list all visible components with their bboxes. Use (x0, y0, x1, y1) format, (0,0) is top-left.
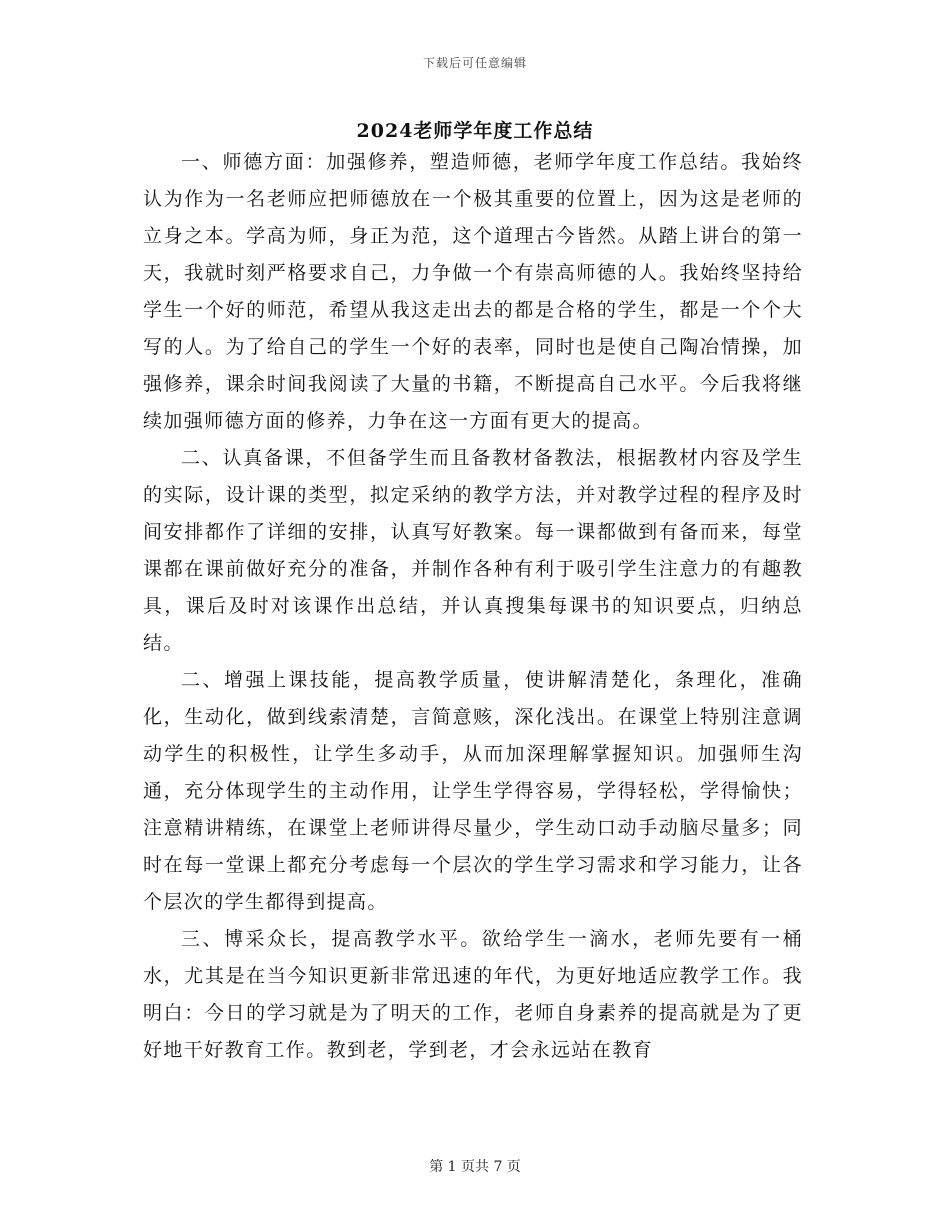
document-body (143, 144, 803, 1069)
paragraph-teacher-ethics: 一、师德方面：加强修养，塑造师德，老师学年度工作总结。我始终认为作为一名老师应把师德放在一个极其重要的位置上，因为这是老师的立身之本。学高为师，身正为范，这个道理古今皆然。从踏上讲台的第一天，我就时刻严格要求自己，力争做一个有崇高师德的人。我始终坚持给学生一个好的师范，希望从我这走出去的都是合格的学生，都是一个个大写的人。为了给自己的学生一个好的表率，同时也是使自己陶冶情操，加强修养，课余时间我阅读了大量的书籍，不断提高自己水平。今后我将继续加强师德方面的修养，力争在这一方面有更大的提高。 (143, 151, 803, 432)
paragraph-teaching-skills: 二、增强上课技能，提高教学质量，使讲解清楚化，条理化，准确化，生动化，做到线索清楚，言简意赅，深化浅出。在课堂上特别注意调动学生的积极性，让学生多动手，从而加深理解掌握知识。加强师生沟通，充分体现学生的主动作用，让学生学得容易，学得轻松，学得愉快；注意精讲精练，在课堂上老师讲得尽量少，学生动口动手动脑尽量多；同时在每一堂课上都充分考虑每一个层次的学生学习需求和学习能力，让各个层次的学生都得到提高。 (143, 669, 803, 913)
paragraph-lesson-preparation: 二、认真备课，不但备学生而且备教材备教法，根据教材内容及学生的实际，设计课的类型，拟定采纳的教学方法，并对教学过程的程序及时间安排都作了详细的安排，认真写好教案。每一课都做到有备而来，每堂课都在课前做好充分的准备，并制作各种有利于吸引学生注意力的有趣教具，课后及时对该课作出总结，并认真搜集每课书的知识要点，归纳总结。 (143, 447, 803, 654)
paragraph-teaching-level: 三、博采众长，提高教学水平。欲给学生一滴水，老师先要有一桶水，尤其是在当今知识更新非常迅速的年代，为更好地适应教学工作。我明白：今日的学习就是为了明天的工作，老师自身素养的提高就是为了更好地干好教育工作。教到老，学到老，才会永远站在教育 (143, 928, 803, 1061)
page-number: 第 1 页共 7 页 (429, 1159, 521, 1175)
download-note: 下载后可任意编辑 (422, 56, 527, 70)
document-title: 2024老师学年度工作总结 (356, 120, 594, 142)
